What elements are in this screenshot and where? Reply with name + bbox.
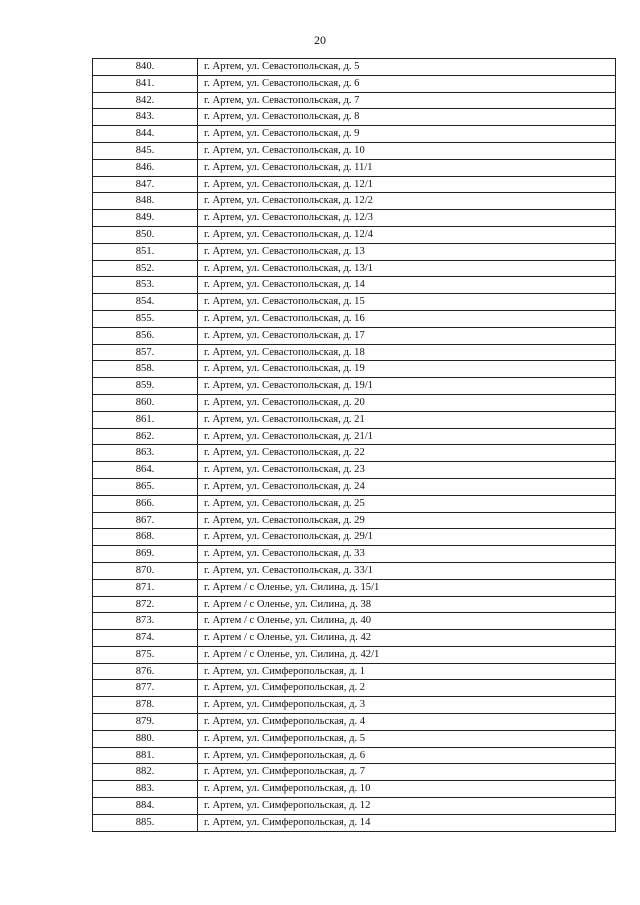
address-cell: г. Артем, ул. Севастопольская, д. 12/2 [198, 193, 616, 210]
address-cell: г. Артем, ул. Севастопольская, д. 9 [198, 126, 616, 143]
table-row [93, 596, 616, 613]
row-number-cell: 861. [93, 411, 198, 428]
table-row [93, 814, 616, 831]
table-row [93, 126, 616, 143]
address-cell: г. Артем, ул. Севастопольская, д. 18 [198, 344, 616, 361]
address-cell: г. Артем, ул. Севастопольская, д. 6 [198, 75, 616, 92]
address-cell: г. Артем, ул. Севастопольская, д. 33/1 [198, 562, 616, 579]
row-number-cell: 879. [93, 714, 198, 731]
address-cell: г. Артем, ул. Севастопольская, д. 7 [198, 92, 616, 109]
address-cell: г. Артем / с Оленье, ул. Силина, д. 15/1 [198, 579, 616, 596]
table-row [93, 798, 616, 815]
row-number-cell: 873. [93, 613, 198, 630]
row-number-cell: 877. [93, 680, 198, 697]
address-cell: г. Артем, ул. Симферопольская, д. 14 [198, 814, 616, 831]
row-number-cell: 869. [93, 546, 198, 563]
row-number-cell: 864. [93, 462, 198, 479]
table-row [93, 646, 616, 663]
row-number-cell: 868. [93, 529, 198, 546]
row-number-cell: 860. [93, 394, 198, 411]
table-row [93, 260, 616, 277]
address-cell: г. Артем, ул. Севастопольская, д. 12/1 [198, 176, 616, 193]
table-row [93, 92, 616, 109]
table-row [93, 75, 616, 92]
table-row [93, 680, 616, 697]
address-cell: г. Артем, ул. Севастопольская, д. 24 [198, 478, 616, 495]
row-number-cell: 858. [93, 361, 198, 378]
table-row [93, 327, 616, 344]
address-cell: г. Артем, ул. Симферопольская, д. 6 [198, 747, 616, 764]
address-cell: г. Артем, ул. Симферопольская, д. 5 [198, 730, 616, 747]
row-number-cell: 866. [93, 495, 198, 512]
address-cell: г. Артем, ул. Севастопольская, д. 12/3 [198, 210, 616, 227]
row-number-cell: 867. [93, 512, 198, 529]
table-row [93, 462, 616, 479]
row-number-cell: 859. [93, 378, 198, 395]
row-number-cell: 856. [93, 327, 198, 344]
address-cell: г. Артем / с Оленье, ул. Силина, д. 38 [198, 596, 616, 613]
row-number-cell: 875. [93, 646, 198, 663]
address-cell: г. Артем, ул. Севастопольская, д. 29 [198, 512, 616, 529]
table-row [93, 529, 616, 546]
address-cell: г. Артем, ул. Симферопольская, д. 10 [198, 781, 616, 798]
address-cell: г. Артем, ул. Севастопольская, д. 16 [198, 310, 616, 327]
row-number-cell: 852. [93, 260, 198, 277]
table-row [93, 344, 616, 361]
row-number-cell: 854. [93, 294, 198, 311]
table-row [93, 495, 616, 512]
row-number-cell: 885. [93, 814, 198, 831]
table-row [93, 142, 616, 159]
row-number-cell: 841. [93, 75, 198, 92]
table-row [93, 747, 616, 764]
table-row [93, 579, 616, 596]
table-row [93, 193, 616, 210]
address-cell: г. Артем, ул. Севастопольская, д. 15 [198, 294, 616, 311]
table-row [93, 478, 616, 495]
row-number-cell: 878. [93, 697, 198, 714]
row-number-cell: 865. [93, 478, 198, 495]
table-row [93, 226, 616, 243]
address-cell: г. Артем, ул. Севастопольская, д. 23 [198, 462, 616, 479]
address-cell: г. Артем, ул. Севастопольская, д. 21/1 [198, 428, 616, 445]
table-row [93, 310, 616, 327]
row-number-cell: 850. [93, 226, 198, 243]
table-row [93, 411, 616, 428]
table-row [93, 294, 616, 311]
row-number-cell: 882. [93, 764, 198, 781]
address-cell: г. Артем, ул. Симферопольская, д. 3 [198, 697, 616, 714]
row-number-cell: 855. [93, 310, 198, 327]
address-cell: г. Артем, ул. Севастопольская, д. 10 [198, 142, 616, 159]
row-number-cell: 862. [93, 428, 198, 445]
table-row [93, 730, 616, 747]
table-row [93, 546, 616, 563]
row-number-cell: 876. [93, 663, 198, 680]
table-row [93, 176, 616, 193]
row-number-cell: 883. [93, 781, 198, 798]
table-row [93, 764, 616, 781]
address-cell: г. Артем, ул. Симферопольская, д. 2 [198, 680, 616, 697]
address-cell: г. Артем, ул. Севастопольская, д. 13 [198, 243, 616, 260]
address-cell: г. Артем, ул. Севастопольская, д. 14 [198, 277, 616, 294]
row-number-cell: 857. [93, 344, 198, 361]
row-number-cell: 848. [93, 193, 198, 210]
row-number-cell: 870. [93, 562, 198, 579]
row-number-cell: 842. [93, 92, 198, 109]
address-cell: г. Артем, ул. Симферопольская, д. 1 [198, 663, 616, 680]
table-row [93, 512, 616, 529]
page-number: 20 [314, 33, 326, 47]
table-row [93, 210, 616, 227]
table-row [93, 714, 616, 731]
address-cell: г. Артем, ул. Севастопольская, д. 12/4 [198, 226, 616, 243]
table-row [93, 697, 616, 714]
address-cell: г. Артем, ул. Севастопольская, д. 19 [198, 361, 616, 378]
row-number-cell: 853. [93, 277, 198, 294]
table-row [93, 109, 616, 126]
table-row [93, 445, 616, 462]
address-cell: г. Артем, ул. Симферопольская, д. 12 [198, 798, 616, 815]
address-cell: г. Артем, ул. Севастопольская, д. 17 [198, 327, 616, 344]
row-number-cell: 880. [93, 730, 198, 747]
address-cell: г. Артем, ул. Симферопольская, д. 7 [198, 764, 616, 781]
row-number-cell: 846. [93, 159, 198, 176]
table-row [93, 613, 616, 630]
address-cell: г. Артем, ул. Севастопольская, д. 8 [198, 109, 616, 126]
row-number-cell: 874. [93, 630, 198, 647]
address-cell: г. Артем, ул. Севастопольская, д. 22 [198, 445, 616, 462]
row-number-cell: 840. [93, 59, 198, 76]
address-cell: г. Артем, ул. Севастопольская, д. 25 [198, 495, 616, 512]
address-cell: г. Артем / с Оленье, ул. Силина, д. 42 [198, 630, 616, 647]
address-cell: г. Артем, ул. Севастопольская, д. 19/1 [198, 378, 616, 395]
address-cell: г. Артем, ул. Севастопольская, д. 5 [198, 59, 616, 76]
table-row [93, 394, 616, 411]
row-number-cell: 851. [93, 243, 198, 260]
row-number-cell: 845. [93, 142, 198, 159]
row-number-cell: 871. [93, 579, 198, 596]
address-cell: г. Артем / с Оленье, ул. Силина, д. 42/1 [198, 646, 616, 663]
address-cell: г. Артем, ул. Севастопольская, д. 21 [198, 411, 616, 428]
table-row [93, 59, 616, 76]
table-row [93, 781, 616, 798]
address-cell: г. Артем / с Оленье, ул. Силина, д. 40 [198, 613, 616, 630]
row-number-cell: 884. [93, 798, 198, 815]
address-cell: г. Артем, ул. Симферопольская, д. 4 [198, 714, 616, 731]
row-number-cell: 849. [93, 210, 198, 227]
table-row [93, 243, 616, 260]
row-number-cell: 863. [93, 445, 198, 462]
table-row [93, 277, 616, 294]
table-row [93, 378, 616, 395]
row-number-cell: 847. [93, 176, 198, 193]
row-number-cell: 843. [93, 109, 198, 126]
row-number-cell: 872. [93, 596, 198, 613]
table-row [93, 361, 616, 378]
table-row [93, 159, 616, 176]
row-number-cell: 881. [93, 747, 198, 764]
address-cell: г. Артем, ул. Севастопольская, д. 11/1 [198, 159, 616, 176]
address-cell: г. Артем, ул. Севастопольская, д. 13/1 [198, 260, 616, 277]
address-table-body [93, 59, 616, 832]
address-table [92, 58, 616, 832]
table-row [93, 630, 616, 647]
row-number-cell: 844. [93, 126, 198, 143]
address-cell: г. Артем, ул. Севастопольская, д. 20 [198, 394, 616, 411]
address-cell: г. Артем, ул. Севастопольская, д. 33 [198, 546, 616, 563]
table-row [93, 562, 616, 579]
address-cell: г. Артем, ул. Севастопольская, д. 29/1 [198, 529, 616, 546]
table-row [93, 428, 616, 445]
table-row [93, 663, 616, 680]
